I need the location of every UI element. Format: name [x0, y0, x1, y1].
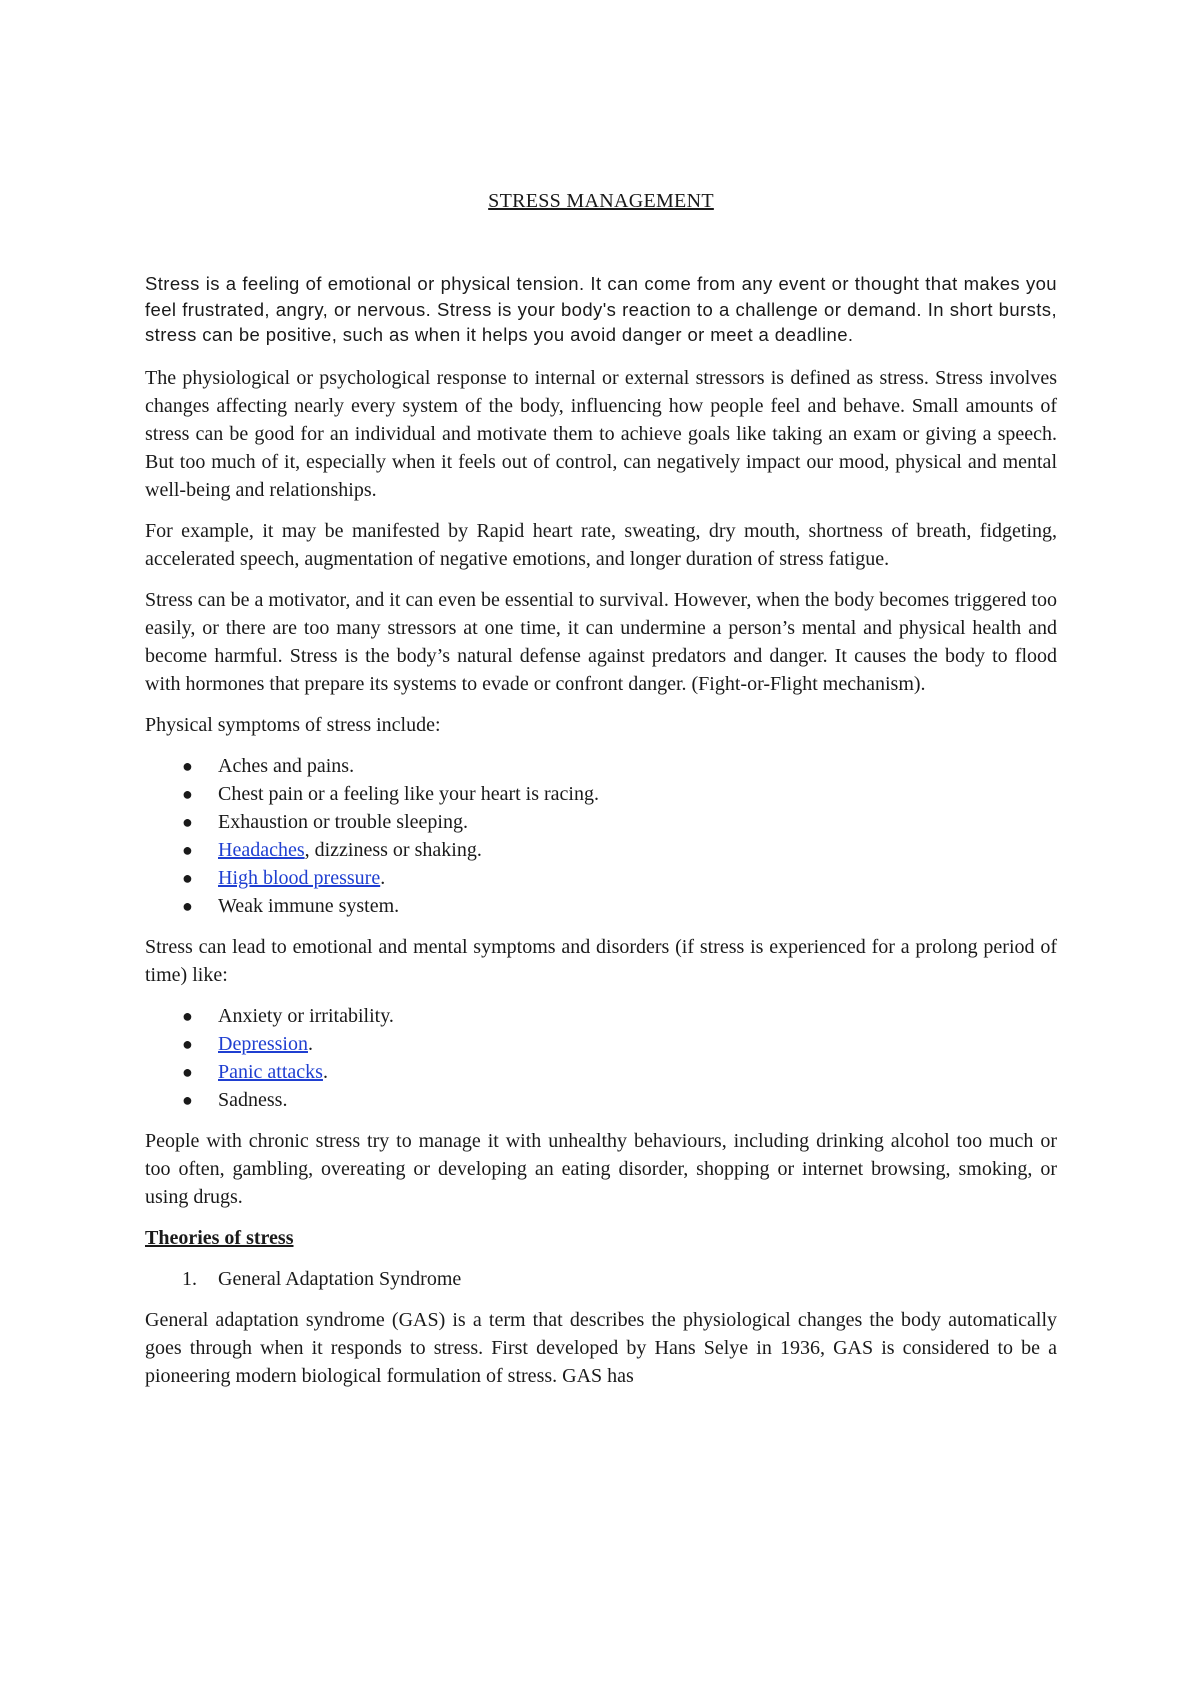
list-item-text: . — [380, 866, 386, 889]
bullet-icon: ● — [182, 867, 193, 888]
high-blood-pressure-link[interactable]: High blood pressure — [218, 866, 381, 889]
bullet-icon: ● — [182, 755, 193, 776]
motivator-paragraph: Stress can be a motivator, and it can even be essential to survival. However, when the body becomes triggered too easily, or there are too many stressors at one time, it can undermine a person’s mental and physical health and become harmful. Stress is the body’s natural defense against predators and danger. It causes the body to flood with hormones that prepare its systems to evade or confront danger. (Fight-or-Flight mechanism). — [145, 588, 1057, 695]
list-item — [182, 1058, 1057, 1086]
list-item-text: Anxiety or irritability. — [218, 1004, 394, 1027]
bullet-icon: ● — [182, 1089, 193, 1110]
headaches-link[interactable]: Headaches — [218, 838, 305, 861]
bullet-icon: ● — [182, 1061, 193, 1082]
emotional-symptoms-intro: Stress can lead to emotional and mental symptoms and disorders (if stress is experienced for a prolong period of time) like: — [145, 935, 1057, 986]
list-item — [182, 780, 1057, 808]
list-item-text: Exhaustion or trouble sleeping. — [218, 810, 468, 833]
example-paragraph: For example, it may be manifested by Rapid heart rate, sweating, dry mouth, shortness of breath, fidgeting, accelerated speech, augmentation of negative emotions, and longer duration of stress fatigue. — [145, 519, 1057, 570]
bullet-icon: ● — [182, 1005, 193, 1026]
physical-symptoms-intro: Physical symptoms of stress include: — [145, 713, 441, 736]
panic-attacks-link[interactable]: Panic attacks — [218, 1060, 323, 1083]
list-item-text: . — [322, 1060, 328, 1083]
bullet-icon: ● — [182, 811, 193, 832]
list-item-text: . — [307, 1032, 313, 1055]
list-item-text: Weak immune system. — [218, 894, 400, 917]
bullet-icon: ● — [182, 895, 193, 916]
list-item-text: Chest pain or a feeling like your heart is racing. — [218, 782, 599, 805]
definition-paragraph: The physiological or psychological response to internal or external stressors is defined as stress. Stress involves changes affecting nearly every system of the body, influencing how people feel and behave. Small amounts of stress can be good for an individual and motivate them to achieve goals like taking an exam or giving a speech. But too much of it, especially when it feels out of control, can negatively impact our mood, physical and mental well-being and relationships. — [145, 366, 1057, 501]
list-item — [182, 1030, 1057, 1058]
list-item — [182, 1086, 1057, 1114]
list-item-text: Aches and pains. — [218, 754, 355, 777]
list-item — [182, 892, 1057, 920]
theories-heading: Theories of stress — [145, 1226, 294, 1249]
unhealthy-behaviours-paragraph: People with chronic stress try to manage it with unhealthy behaviours, including drinking alcohol too much or too often, gambling, overeating or developing an eating disorder, shopping or internet browsing, smoking, or using drugs. — [145, 1129, 1057, 1208]
emotional-symptoms-list — [145, 1002, 1057, 1114]
theories-list — [145, 1265, 1057, 1293]
bullet-icon: ● — [182, 839, 193, 860]
list-item — [182, 1002, 1057, 1030]
bullet-icon: ● — [182, 1033, 193, 1054]
list-item-text: Sadness. — [218, 1088, 288, 1111]
document-page — [145, 190, 1057, 1403]
list-item — [182, 752, 1057, 780]
list-item-text: , dizziness or shaking. — [304, 838, 482, 861]
physical-symptoms-list — [145, 752, 1057, 920]
list-item — [182, 1265, 1057, 1293]
depression-link[interactable]: Depression — [218, 1032, 308, 1055]
list-item — [182, 836, 1057, 864]
list-number: 1. — [182, 1267, 197, 1290]
gas-paragraph: General adaptation syndrome (GAS) is a term that describes the physiological changes the body automatically goes through when it responds to stress. First developed by Hans Selye in 1936, GAS is considered to be a pioneering modern biological formulation of stress. GAS has — [145, 1308, 1057, 1387]
page-title: STRESS MANAGEMENT — [488, 190, 714, 212]
list-item-text: General Adaptation Syndrome — [218, 1267, 462, 1290]
intro-paragraph: Stress is a feeling of emotional or physical tension. It can come from any event or thought that makes you feel frustrated, angry, or nervous. Stress is your body's reaction to a challenge or demand. In short bursts, stress can be positive, such as when it helps you avoid danger or meet a deadline. — [145, 273, 1057, 345]
list-item — [182, 864, 1057, 892]
bullet-icon: ● — [182, 783, 193, 804]
list-item — [182, 808, 1057, 836]
